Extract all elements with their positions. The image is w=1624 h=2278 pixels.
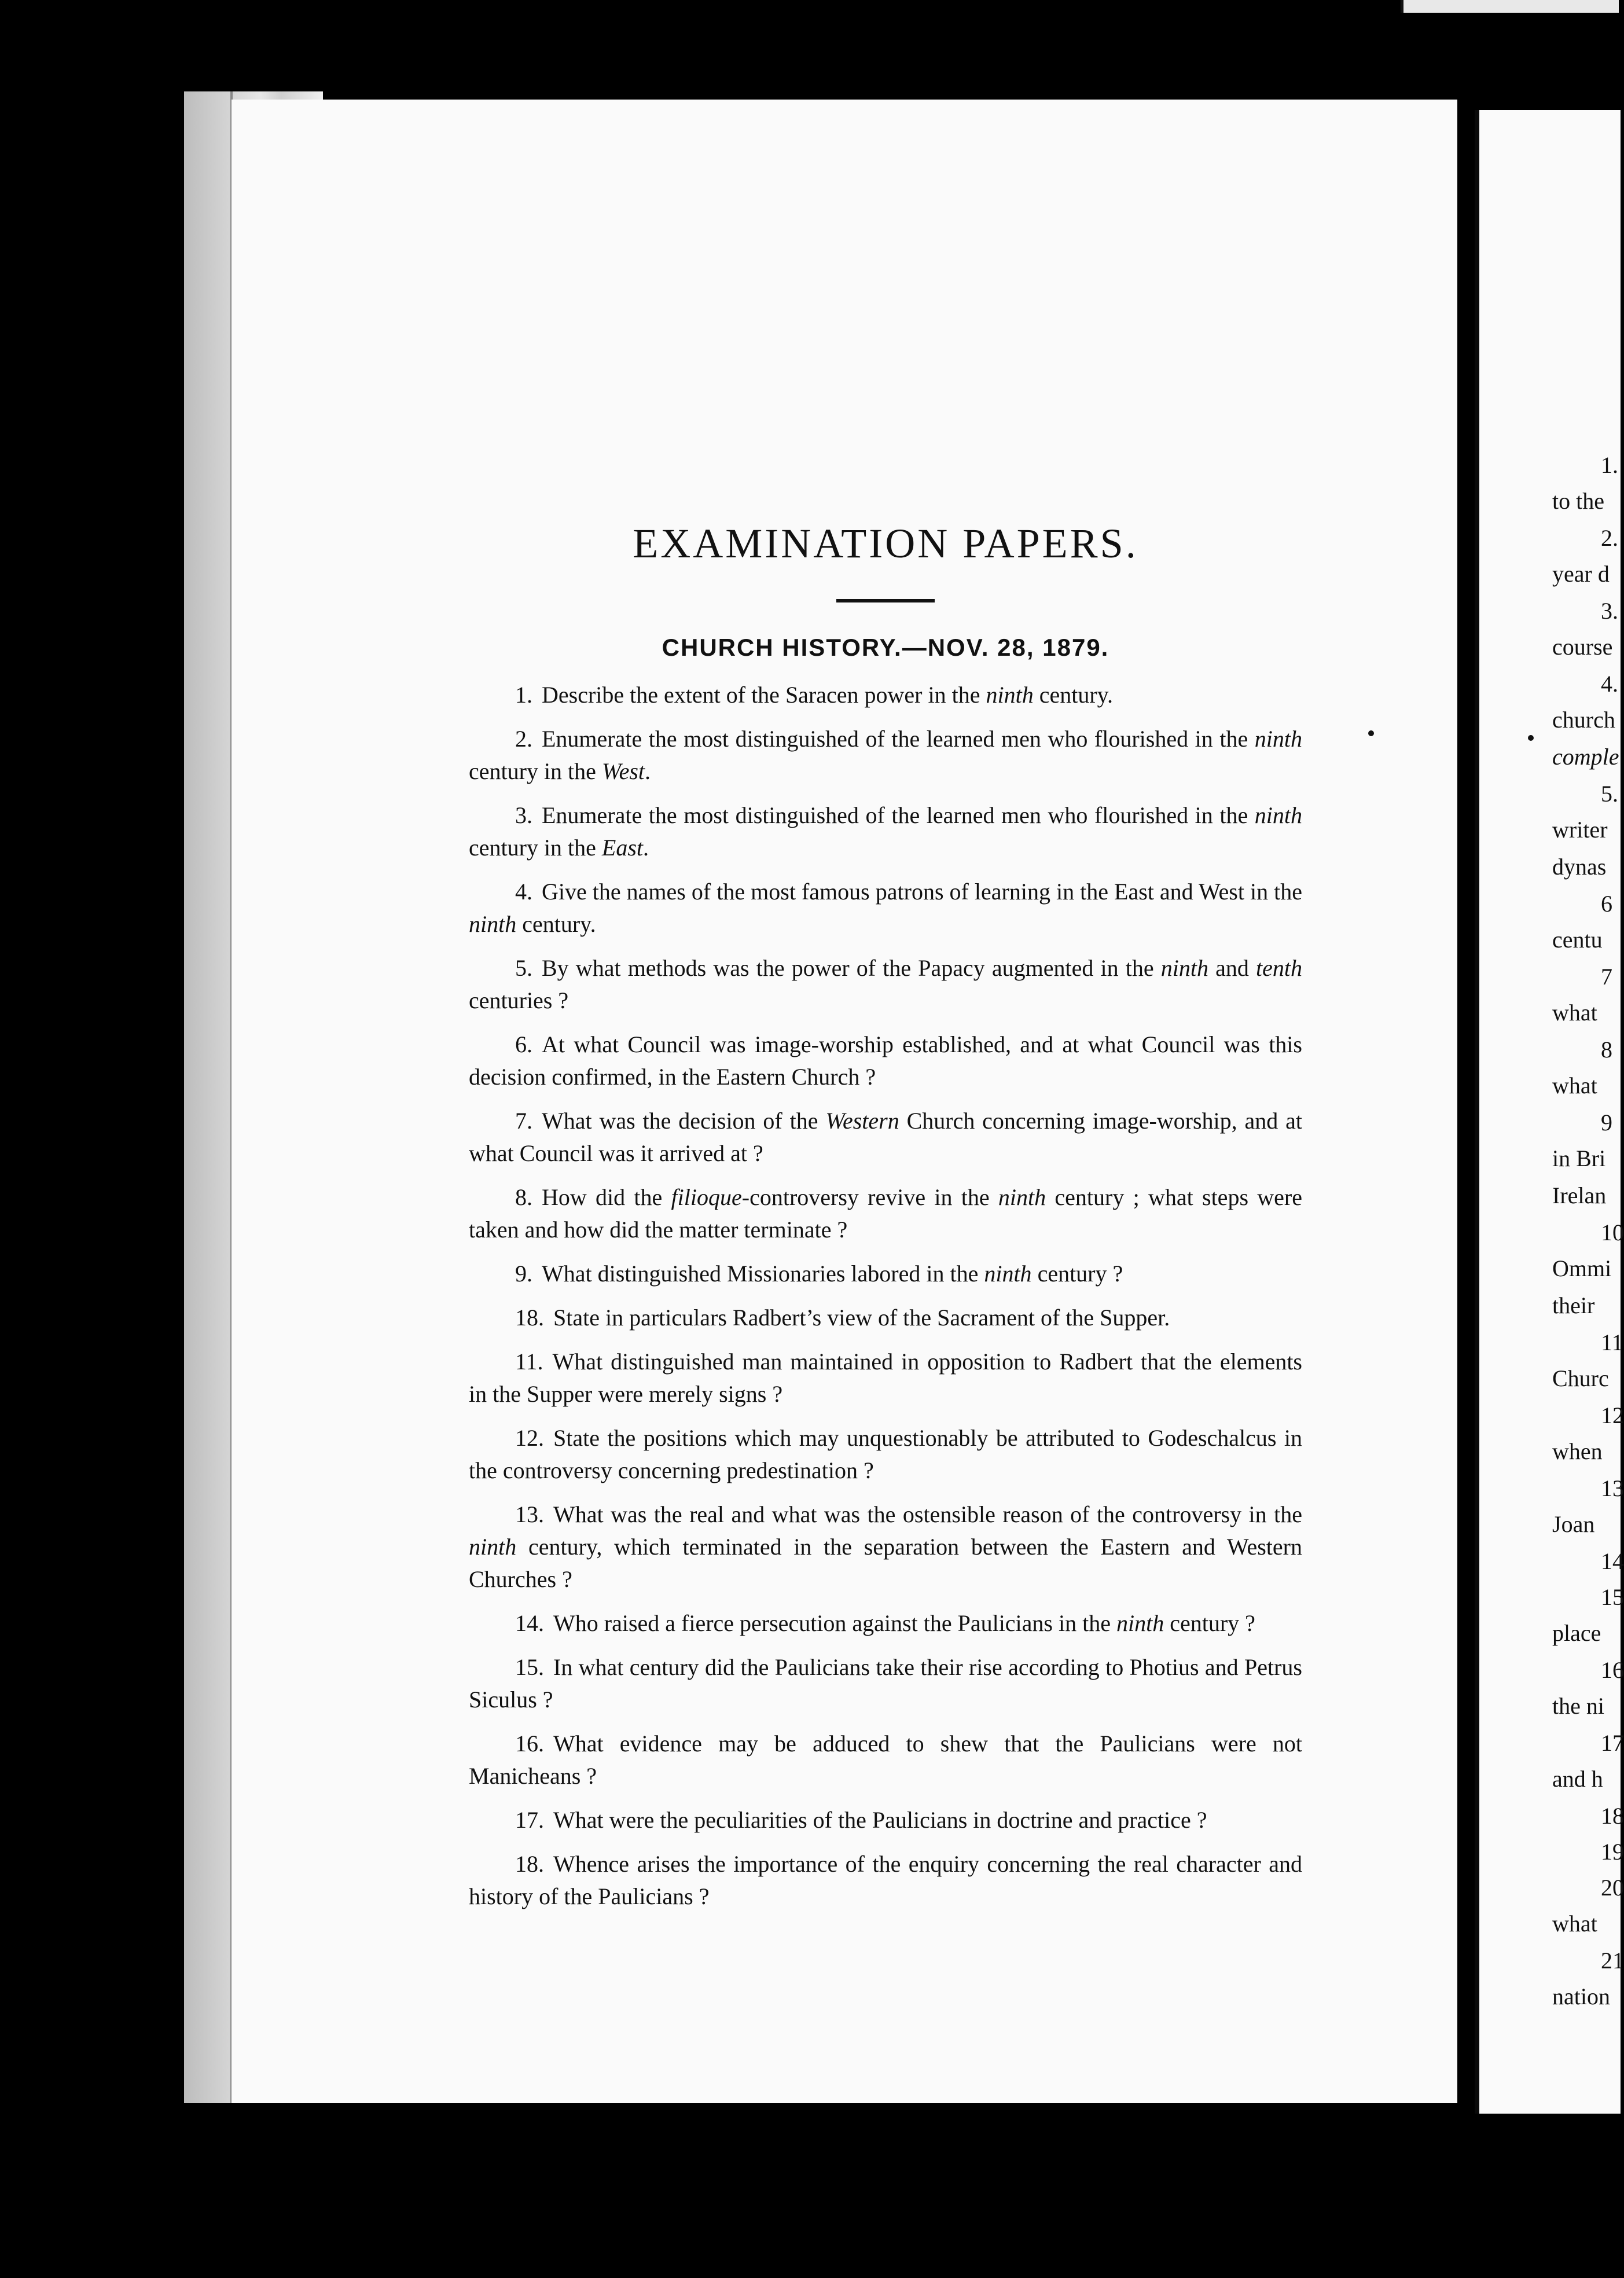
adjacent-page-fragment: the ni bbox=[1552, 1693, 1604, 1719]
adjacent-page-fragment: when bbox=[1552, 1438, 1603, 1464]
adjacent-page-fragment: 1. bbox=[1601, 452, 1618, 478]
adjacent-page-fragment: 10 bbox=[1601, 1219, 1624, 1245]
adjacent-page-fragment: 11 bbox=[1601, 1329, 1623, 1355]
ink-speck bbox=[1368, 730, 1374, 736]
question-text: What was the decision of the bbox=[542, 1108, 826, 1134]
question-item bbox=[469, 1607, 1302, 1640]
question-number: 16. bbox=[515, 1730, 544, 1757]
question-text: At what Council was image-worship established, and at what Council was this decision confirmed, in the Eastern Church ? bbox=[469, 1031, 1302, 1090]
question-item bbox=[469, 1181, 1302, 1246]
question-item bbox=[469, 1848, 1302, 1913]
ink-speck bbox=[1528, 735, 1534, 741]
question-text: century. bbox=[516, 911, 596, 938]
question-emphasis: tenth bbox=[1256, 955, 1302, 982]
adjacent-page-fragment: 20 bbox=[1601, 1875, 1624, 1901]
question-item bbox=[469, 1728, 1302, 1792]
question-text: century ? bbox=[1031, 1261, 1123, 1287]
question-emphasis: East bbox=[601, 835, 644, 861]
question-item bbox=[469, 1346, 1302, 1410]
question-text: century ? bbox=[1164, 1610, 1255, 1637]
question-text: Enumerate the most distinguished of the learned men who flourished in the bbox=[542, 802, 1255, 829]
question-text: and bbox=[1208, 955, 1256, 982]
adjacent-page-fragment: 13 bbox=[1601, 1475, 1624, 1501]
adjacent-page-fragment: dynas bbox=[1552, 854, 1607, 880]
adjacent-page-fragment: comple bbox=[1552, 744, 1619, 770]
question-text: Who raised a fierce persecution against the Paulicians in the bbox=[553, 1610, 1116, 1637]
adjacent-page-fragment: 19 bbox=[1601, 1839, 1624, 1865]
question-number: 12. bbox=[515, 1425, 544, 1452]
question-item bbox=[469, 1302, 1302, 1334]
adjacent-page-fragment: what bbox=[1552, 1072, 1597, 1098]
adjacent-page-fragment: and h bbox=[1552, 1766, 1603, 1792]
question-emphasis: filioque bbox=[671, 1184, 742, 1211]
question-number: 2. bbox=[515, 726, 532, 752]
question-item bbox=[469, 1028, 1302, 1093]
adjacent-page-fragment: 9 bbox=[1601, 1109, 1612, 1136]
adjacent-page-fragment: 5. bbox=[1601, 781, 1618, 807]
question-number: 8. bbox=[515, 1184, 532, 1211]
adjacent-page-fragment: 3. bbox=[1601, 598, 1618, 624]
question-number: 15. bbox=[515, 1654, 544, 1681]
question-emphasis: ninth bbox=[1116, 1610, 1164, 1637]
question-text: What was the real and what was the ostensible reason of the controversy in the bbox=[553, 1501, 1302, 1528]
question-text: What were the peculiarities of the Paulicians in doctrine and practice ? bbox=[553, 1807, 1207, 1834]
adjacent-page-fragment: Irelan bbox=[1552, 1182, 1607, 1208]
adjacent-page-fragment: church bbox=[1552, 707, 1615, 733]
question-emphasis: ninth bbox=[998, 1184, 1046, 1211]
question-number: 3. bbox=[515, 802, 532, 829]
adjacent-page-fragment: 4. bbox=[1601, 671, 1618, 697]
question-list bbox=[469, 679, 1302, 1913]
adjacent-page-fragment: 6 bbox=[1601, 891, 1612, 917]
adjacent-page-fragment: in Bri bbox=[1552, 1145, 1606, 1171]
question-text: State the positions which may unquestionably be attributed to Godeschalcus in the controversy concerning predestination ? bbox=[469, 1425, 1302, 1484]
question-item bbox=[469, 1651, 1302, 1716]
question-emphasis: ninth bbox=[1254, 726, 1302, 752]
adjacent-page-fragment: what bbox=[1552, 1910, 1597, 1937]
question-item bbox=[469, 1105, 1302, 1170]
question-text: Give the names of the most famous patrons of learning in the East and West in the bbox=[542, 879, 1302, 905]
question-number: 13. bbox=[515, 1501, 544, 1528]
adjacent-page-fragment: 17 bbox=[1601, 1730, 1624, 1756]
question-item bbox=[469, 679, 1302, 711]
question-item bbox=[469, 799, 1302, 864]
question-number: 18. bbox=[515, 1851, 544, 1877]
question-number: 4. bbox=[515, 879, 532, 905]
exam-subtitle: CHURCH HISTORY.—NOV. 28, 1879. bbox=[662, 634, 1109, 662]
question-emphasis: ninth bbox=[984, 1261, 1032, 1287]
question-item bbox=[469, 876, 1302, 940]
question-item bbox=[469, 1258, 1302, 1290]
question-text: In what century did the Paulicians take their rise according to Photius and Petrus Siculus ? bbox=[469, 1654, 1302, 1713]
question-item bbox=[469, 1498, 1302, 1596]
question-text: What evidence may be adduced to shew that the Paulicians were not Manicheans ? bbox=[469, 1730, 1302, 1790]
adjacent-page-fragment: centu bbox=[1552, 927, 1603, 953]
question-text: century, which terminated in the separation between the Eastern and Western Churches ? bbox=[469, 1534, 1302, 1593]
adjacent-page-fragment: nation bbox=[1552, 1983, 1610, 2009]
question-text: Enumerate the most distinguished of the learned men who flourished in the bbox=[542, 726, 1255, 752]
adjacent-page bbox=[1475, 110, 1624, 2114]
question-item bbox=[469, 952, 1302, 1017]
adjacent-page-fragment: to the bbox=[1552, 488, 1604, 514]
question-text: century in the bbox=[469, 758, 602, 785]
question-emphasis: Western bbox=[825, 1108, 899, 1134]
question-number: 5. bbox=[515, 955, 532, 982]
question-item bbox=[469, 1804, 1302, 1836]
adjacent-page-fragment: 12 bbox=[1601, 1402, 1624, 1428]
question-text: . bbox=[645, 758, 651, 785]
question-text: century ; what steps were taken and how did the matter terminate ? bbox=[469, 1184, 1302, 1243]
question-emphasis: ninth bbox=[1160, 955, 1208, 982]
question-number: 17. bbox=[515, 1807, 544, 1834]
question-emphasis: West bbox=[601, 758, 645, 785]
question-text: What distinguished man maintained in opposition to Radbert that the elements in the Supper were merely signs ? bbox=[469, 1349, 1302, 1408]
question-text: What distinguished Missionaries labored in the bbox=[542, 1261, 984, 1287]
question-emphasis: ninth bbox=[469, 911, 517, 938]
adjacent-page-fragment: 7 bbox=[1601, 964, 1612, 990]
question-text: century. bbox=[1033, 682, 1114, 708]
adjacent-page-fragment: 21 bbox=[1601, 1948, 1624, 1974]
adjacent-page-fragment: 18 bbox=[1601, 1803, 1624, 1829]
question-text: centuries ? bbox=[469, 987, 569, 1014]
adjacent-page-fragment: year d bbox=[1552, 561, 1610, 587]
question-emphasis: ninth bbox=[986, 682, 1034, 708]
adjacent-page-fragment: Joan bbox=[1552, 1511, 1595, 1537]
page-title: EXAMINATION PAPERS. bbox=[633, 520, 1138, 567]
question-text: How did the bbox=[542, 1184, 671, 1211]
question-text: . bbox=[643, 835, 649, 861]
adjacent-page-fragment: their bbox=[1552, 1292, 1595, 1318]
question-number: 14. bbox=[515, 1610, 544, 1637]
adjacent-page-fragment: 16 bbox=[1601, 1657, 1624, 1683]
question-emphasis: ninth bbox=[469, 1534, 517, 1560]
adjacent-page-fragment: 2. bbox=[1601, 525, 1618, 551]
question-text: Whence arises the importance of the enquiry concerning the real character and history of the Paulicians ? bbox=[469, 1851, 1302, 1910]
question-emphasis: ninth bbox=[1254, 802, 1302, 829]
question-number: 18. bbox=[515, 1305, 544, 1331]
adjacent-page-fragment: place bbox=[1552, 1620, 1601, 1646]
page-content bbox=[469, 521, 1302, 1924]
question-number: 1. bbox=[515, 682, 532, 708]
adjacent-page-fragment: 8 bbox=[1601, 1037, 1612, 1063]
adjacent-page-fragment: 15 bbox=[1601, 1584, 1624, 1610]
question-text: Describe the extent of the Saracen power in the bbox=[542, 682, 986, 708]
question-number: 11. bbox=[515, 1349, 543, 1375]
title-rule bbox=[836, 599, 935, 602]
adjacent-page-fragment: course bbox=[1552, 634, 1613, 660]
question-number: 6. bbox=[515, 1031, 532, 1058]
question-text: State in particulars Radbert’s view of the Sacrament of the Supper. bbox=[553, 1305, 1170, 1331]
adjacent-page-top-edge bbox=[1401, 0, 1619, 13]
question-text: -controversy revive in the bbox=[741, 1184, 998, 1211]
adjacent-page-fragment: Churc bbox=[1552, 1365, 1609, 1391]
adjacent-page-fragment: Ommi bbox=[1552, 1255, 1612, 1281]
adjacent-page-fragment: writer bbox=[1552, 817, 1608, 843]
question-number: 9. bbox=[515, 1261, 532, 1287]
question-text: By what methods was the power of the Papacy augmented in the bbox=[542, 955, 1161, 982]
adjacent-page-fragment: 14 bbox=[1601, 1548, 1624, 1574]
adjacent-page-fragment: what bbox=[1552, 1000, 1597, 1026]
question-number: 7. bbox=[515, 1108, 532, 1134]
question-item bbox=[469, 1422, 1302, 1487]
question-item bbox=[469, 723, 1302, 788]
question-text: century in the bbox=[469, 835, 602, 861]
question-text: Church concerning image-worship, and at what Council was it arrived at ? bbox=[469, 1108, 1302, 1167]
